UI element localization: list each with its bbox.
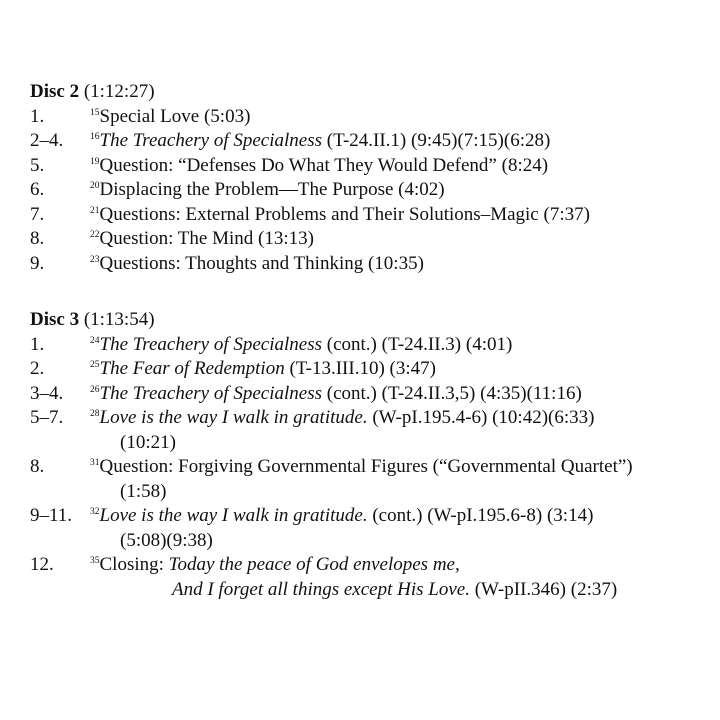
track-body bbox=[90, 105, 250, 130]
disc-duration: (1:13:54) bbox=[83, 309, 155, 330]
track-text: Question: “Defenses Do What They Would Defend” (8:24) bbox=[99, 154, 549, 176]
track-row bbox=[30, 154, 710, 179]
footnote-ref: 20 bbox=[90, 181, 100, 191]
track-body bbox=[90, 455, 633, 480]
track-body bbox=[90, 227, 314, 252]
track-body bbox=[90, 357, 436, 382]
track-text: Special Love (5:03) bbox=[99, 105, 251, 127]
footnote-ref: 16 bbox=[90, 132, 100, 142]
track-row bbox=[30, 357, 710, 382]
track-number: 2–4. bbox=[30, 130, 64, 151]
track-text: (cont.) (W-pI.195.6-8) (3:14) bbox=[367, 505, 594, 526]
track-number: 8. bbox=[30, 228, 45, 249]
track-text: Question: The Mind (13:13) bbox=[99, 228, 314, 249]
track-row bbox=[30, 227, 710, 252]
footnote-ref: 32 bbox=[90, 507, 100, 517]
disc-title: Disc 3 bbox=[30, 309, 80, 330]
disc-3-section bbox=[30, 308, 710, 602]
track-text: Question: Forgiving Governmental Figures (“Governmental Quartet”) bbox=[99, 456, 633, 477]
track-number: 6. bbox=[30, 179, 45, 200]
track-row bbox=[30, 504, 710, 553]
footnote-ref: 23 bbox=[90, 254, 100, 265]
footnote-ref: 21 bbox=[90, 205, 100, 216]
track-row bbox=[30, 252, 710, 277]
track-text: Questions: Thoughts and Thinking (10:35) bbox=[99, 252, 424, 274]
track-body bbox=[90, 129, 550, 154]
track-number: 7. bbox=[30, 203, 45, 225]
footnote-ref: 31 bbox=[90, 458, 100, 468]
track-body bbox=[90, 504, 593, 529]
track-number: 3–4. bbox=[30, 382, 64, 404]
track-text: (cont.) (T-24.II.3) (4:01) bbox=[322, 333, 513, 355]
footnote-ref: 25 bbox=[90, 360, 100, 370]
track-continuation: (10:21) bbox=[120, 431, 176, 453]
track-text: (T-24.II.1) (9:45)(7:15)(6:28) bbox=[322, 130, 551, 151]
footnote-ref: 15 bbox=[90, 107, 100, 118]
track-body bbox=[90, 553, 460, 578]
track-title-italic: Love is the way I walk in gratitude. bbox=[99, 505, 368, 526]
track-title-italic: Love is the way I walk in gratitude. bbox=[99, 407, 368, 428]
track-continuation: (5:08)(9:38) bbox=[120, 529, 213, 551]
track-number: 5. bbox=[30, 154, 45, 176]
track-body bbox=[90, 252, 424, 277]
track-body bbox=[90, 333, 512, 358]
track-number: 9–11. bbox=[30, 505, 73, 526]
track-number: 12. bbox=[30, 554, 54, 575]
track-body bbox=[90, 406, 594, 431]
footnote-ref: 24 bbox=[90, 335, 100, 346]
track-body bbox=[90, 178, 445, 203]
disc-2-section bbox=[30, 80, 710, 276]
track-row bbox=[30, 203, 710, 228]
track-title-italic: The Treachery of Specialness bbox=[99, 382, 323, 404]
footnote-ref: 26 bbox=[90, 384, 100, 395]
footnote-ref: 22 bbox=[90, 230, 100, 240]
track-title-italic: Today the peace of God envelopes me, bbox=[168, 554, 460, 575]
track-text: (cont.) (T-24.II.3,5) (4:35)(11:16) bbox=[322, 382, 582, 404]
track-label: Closing: bbox=[99, 554, 169, 575]
disc-title: Disc 2 bbox=[30, 81, 80, 102]
track-number: 1. bbox=[30, 333, 45, 355]
track-continuation-italic: And I forget all things except His Love. bbox=[172, 578, 470, 600]
track-body bbox=[90, 382, 582, 407]
track-text: (W-pI.195.4-6) (10:42)(6:33) bbox=[367, 407, 595, 428]
track-continuation: (1:58) bbox=[120, 480, 167, 502]
footnote-ref: 28 bbox=[90, 409, 100, 419]
track-row bbox=[30, 382, 710, 407]
disc-header bbox=[30, 80, 710, 105]
track-row bbox=[30, 455, 710, 504]
track-continuation bbox=[172, 578, 617, 603]
track-title-italic: The Fear of Redemption bbox=[99, 358, 285, 379]
track-number: 8. bbox=[30, 456, 45, 477]
track-row bbox=[30, 129, 710, 154]
track-text: (T-13.III.10) (3:47) bbox=[284, 358, 436, 379]
track-number: 1. bbox=[30, 105, 45, 127]
footnote-ref: 35 bbox=[90, 556, 100, 566]
track-title-italic: The Treachery of Specialness bbox=[99, 130, 323, 151]
track-number: 2. bbox=[30, 358, 45, 379]
track-continuation-text: (W-pII.346) (2:37) bbox=[469, 578, 618, 600]
disc-header bbox=[30, 308, 710, 333]
footnote-ref: 19 bbox=[90, 156, 100, 167]
track-row bbox=[30, 406, 710, 455]
track-number: 9. bbox=[30, 252, 45, 274]
track-row bbox=[30, 333, 710, 358]
track-row bbox=[30, 553, 710, 602]
track-row bbox=[30, 105, 710, 130]
track-row bbox=[30, 178, 710, 203]
track-body bbox=[90, 203, 590, 228]
track-body bbox=[90, 154, 548, 179]
track-number: 5–7. bbox=[30, 407, 64, 428]
track-text: Displacing the Problem—The Purpose (4:02) bbox=[99, 179, 445, 200]
disc-duration: (1:12:27) bbox=[83, 81, 155, 102]
track-title-italic: The Treachery of Specialness bbox=[99, 333, 323, 355]
track-text: Questions: External Problems and Their Solutions–Magic (7:37) bbox=[99, 203, 590, 225]
